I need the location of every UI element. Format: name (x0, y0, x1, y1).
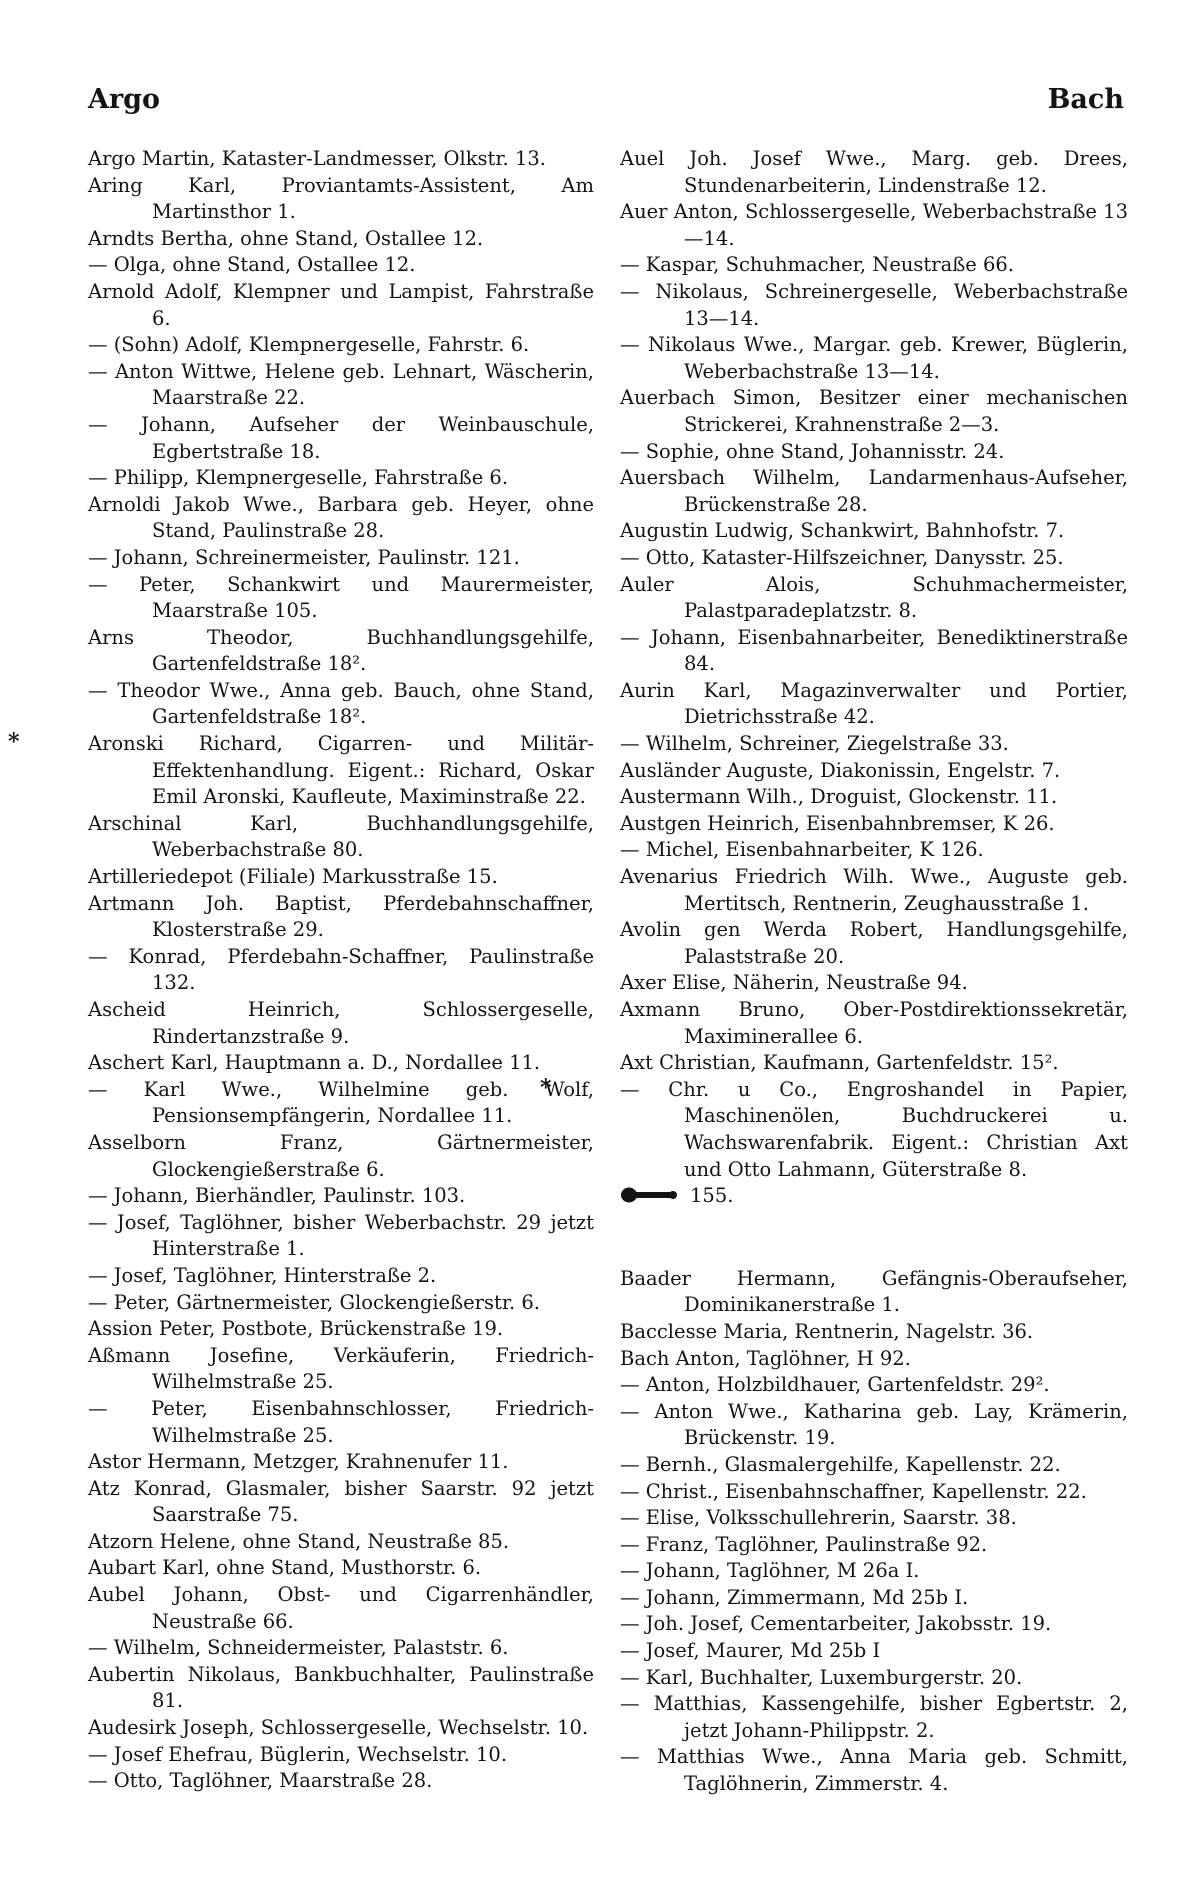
right-column-b-entries (620, 1266, 1128, 1798)
directory-entry: — Anton Wittwe, Helene geb. Lehnart, Wäscherin, Maarstraße 22. (88, 359, 594, 410)
directory-entry: * — Chr. u Co., Engroshandel in Papier, Maschinenölen, Buchdruckerei u. Wachswarenfabrik. Eigent.: Christian Axt und Otto Lahmann, Güterstraße 8. (620, 1077, 1128, 1183)
directory-entry: Astor Hermann, Metzger, Krahnenufer 11. (88, 1450, 509, 1474)
directory-entry: Arndts Bertha, ohne Stand, Ostallee 12. (88, 226, 484, 250)
directory-entry: Audesirk Joseph, Schlossergeselle, Wechselstr. 10. (88, 1716, 589, 1740)
directory-entry: — Otto, Taglöhner, Maarstraße 28. (88, 1769, 433, 1793)
directory-entry: Arnoldi Jakob Wwe., Barbara geb. Heyer, ohne Stand, Paulinstraße 28. (88, 492, 594, 543)
directory-entry: Auersbach Wilhelm, Landarmenhaus-Aufseher, Brückenstraße 28. (620, 466, 1128, 516)
directory-entry: — Konrad, Pferdebahn-Schaffner, Paulinstraße 132. (88, 944, 594, 995)
directory-entry: * Aronski Richard, Cigarren- und Militär-Effektenhandlung. Eigent.: Richard, Oskar Emil Aronski, Kaufleute, Maximinstraße 22. (88, 731, 594, 811)
directory-entry: — Josef Ehefrau, Büglerin, Wechselstr. 10. (88, 1742, 508, 1766)
directory-entry: — Wilhelm, Schneidermeister, Palaststr. 6. (88, 1636, 509, 1660)
directory-entry: — Joh. Josef, Cementarbeiter, Jakobsstr. 19. (620, 1612, 1052, 1636)
directory-entry: Axmann Bruno, Ober-Postdirektionssekretär, Maximinerallee 6. (620, 998, 1128, 1048)
directory-entry: Aubertin Nikolaus, Bankbuchhalter, Paulinstraße 81. (88, 1662, 594, 1713)
directory-entry: Arschinal Karl, Buchhandlungsgehilfe, Weberbachstraße 80. (88, 811, 594, 862)
directory-entry: Augustin Ludwig, Schankwirt, Bahnhofstr. 7. (620, 519, 1065, 543)
directory-entry: — Sophie, ohne Stand, Johannisstr. 24. (620, 439, 1005, 463)
directory-entry: Aschert Karl, Hauptmann a. D., Nordallee 11. (88, 1051, 541, 1075)
directory-entry: — Johann, Aufseher der Weinbauschule, Egbertstraße 18. (88, 412, 594, 463)
phone-entry (620, 1183, 1128, 1210)
directory-entry: — Theodor Wwe., Anna geb. Bauch, ohne Stand, Gartenfeldstraße 18². (88, 678, 594, 729)
section-gap (620, 1210, 1128, 1266)
directory-entry: — Michel, Eisenbahnarbeiter, K 126. (620, 838, 984, 862)
directory-entry: — Johann, Taglöhner, M 26a I. (620, 1559, 920, 1583)
directory-entry: — Karl Wwe., Wilhelmine geb. Wolf, Pensionsempfängerin, Nordallee 11. (88, 1077, 594, 1128)
directory-entry: Austgen Heinrich, Eisenbahnbremser, K 26. (620, 811, 1055, 835)
directory-entry: — Josef, Taglöhner, Hinterstraße 2. (88, 1263, 437, 1287)
directory-entry: — Anton Wwe., Katharina geb. Lay, Krämerin, Brückenstr. 19. (620, 1399, 1128, 1450)
directory-entry: — Bernh., Glasmalergehilfe, Kapellenstr. 22. (620, 1452, 1061, 1476)
directory-entry: — Nikolaus, Schreinergeselle, Weberbachstraße 13—14. (620, 279, 1128, 330)
directory-entry: Avolin gen Werda Robert, Handlungsgehilfe, Palaststraße 20. (620, 918, 1128, 968)
directory-entry: Aurin Karl, Magazinverwalter und Portier, Dietrichsstraße 42. (620, 678, 1128, 729)
directory-entry: Bach Anton, Taglöhner, H 92. (620, 1346, 911, 1370)
directory-entry: Axt Christian, Kaufmann, Gartenfeldstr. 15². (620, 1051, 1059, 1075)
directory-entry: Atz Konrad, Glasmaler, bisher Saarstr. 92 jetzt Saarstraße 75. (88, 1476, 594, 1527)
directory-entry: — Wilhelm, Schreiner, Ziegelstraße 33. (620, 732, 1009, 756)
right-column (620, 146, 1128, 1798)
running-head-left: Argo (88, 84, 161, 115)
directory-entry: — Peter, Eisenbahnschlosser, Friedrich-Wilhelmstraße 25. (88, 1396, 594, 1447)
directory-entry: Auer Anton, Schlossergeselle, Weberbachstraße 13—14. (620, 200, 1128, 250)
directory-entry: — Elise, Volksschullehrerin, Saarstr. 38. (620, 1506, 1017, 1530)
running-head-right: Bach (1047, 84, 1124, 115)
directory-entry: — Franz, Taglöhner, Paulinstraße 92. (620, 1532, 988, 1556)
directory-entry: Aubart Karl, ohne Stand, Musthorstr. 6. (88, 1556, 482, 1580)
directory-entry: — Johann, Eisenbahnarbeiter, Benediktinerstraße 84. (620, 625, 1128, 676)
directory-entry: Artilleriedepot (Filiale) Markusstraße 15. (88, 865, 498, 889)
directory-entry: — Nikolaus Wwe., Margar. geb. Krewer, Büglerin, Weberbachstraße 13—14. (620, 333, 1128, 383)
directory-entry: — Philipp, Klempnergeselle, Fahrstraße 6. (88, 466, 509, 490)
directory-entry: — Johann, Zimmermann, Md 25b I. (620, 1585, 969, 1609)
directory-entry: Aßmann Josefine, Verkäuferin, Friedrich-Wilhelmstraße 25. (88, 1343, 594, 1394)
directory-entry: Auerbach Simon, Besitzer einer mechanischen Strickerei, Krahnenstraße 2—3. (620, 386, 1128, 436)
directory-entry: Ausländer Auguste, Diakonissin, Engelstr. 7. (620, 758, 1061, 782)
directory-entry: Axer Elise, Näherin, Neustraße 94. (620, 971, 968, 995)
directory-entry: — Josef, Maurer, Md 25b I (620, 1639, 881, 1663)
directory-entry: — Christ., Eisenbahnschaffner, Kapellenstr. 22. (620, 1479, 1087, 1503)
directory-entry: — (Sohn) Adolf, Klempnergeselle, Fahrstr. 6. (88, 333, 530, 357)
directory-entry: Artmann Joh. Baptist, Pferdebahnschaffner, Klosterstraße 29. (88, 891, 594, 942)
directory-entry: — Matthias Wwe., Anna Maria geb. Schmitt, Taglöhnerin, Zimmerstr. 4. (620, 1745, 1128, 1796)
directory-entry: Avenarius Friedrich Wilh. Wwe., Auguste geb. Mertitsch, Rentnerin, Zeughausstraße 1. (620, 865, 1128, 915)
directory-entry: Atzorn Helene, ohne Stand, Neustraße 85. (88, 1529, 510, 1553)
directory-entry: — Kaspar, Schuhmacher, Neustraße 66. (620, 253, 1014, 277)
directory-entry: — Johann, Schreinermeister, Paulinstr. 121. (88, 545, 520, 569)
right-column-a-entries (620, 146, 1128, 1183)
directory-entry: Arns Theodor, Buchhandlungsgehilfe, Gartenfeldstraße 18². (88, 625, 594, 676)
directory-entry: Assion Peter, Postbote, Brückenstraße 19. (88, 1317, 504, 1341)
telephone-hand-icon (620, 1186, 678, 1204)
directory-entry: — Peter, Gärtnermeister, Glockengießerstr. 6. (88, 1290, 541, 1314)
directory-entry: — Johann, Bierhändler, Paulinstr. 103. (88, 1184, 466, 1208)
directory-entry: — Peter, Schankwirt und Maurermeister, Maarstraße 105. (88, 572, 594, 623)
directory-entry: Asselborn Franz, Gärtnermeister, Glockengießerstraße 6. (88, 1130, 594, 1181)
phone-number: 155. (690, 1184, 734, 1208)
directory-entry: — Anton, Holzbildhauer, Gartenfeldstr. 29². (620, 1373, 1050, 1397)
directory-entry: — Matthias, Kassengehilfe, bisher Egbertstr. 2, jetzt Johann-Philippstr. 2. (620, 1692, 1128, 1742)
directory-entry: Baader Hermann, Gefängnis-Oberaufseher, Dominikanerstraße 1. (620, 1266, 1128, 1317)
directory-entry: — Otto, Kataster-Hilfszeichner, Danysstr. 25. (620, 545, 1064, 569)
directory-entry: Austermann Wilh., Droguist, Glockenstr. 11. (620, 785, 1058, 809)
directory-entry: — Karl, Buchhalter, Luxemburgerstr. 20. (620, 1665, 1023, 1689)
directory-entry: Ascheid Heinrich, Schlossergeselle, Rindertanzstraße 9. (88, 998, 594, 1048)
directory-entry: Bacclesse Maria, Rentnerin, Nagelstr. 36. (620, 1319, 1034, 1343)
directory-entry: — Josef, Taglöhner, bisher Weberbachstr. 29 jetzt Hinterstraße 1. (88, 1210, 594, 1261)
directory-entry: Auler Alois, Schuhmachermeister, Palastparadeplatzstr. 8. (620, 572, 1128, 623)
directory-entry: Aubel Johann, Obst- und Cigarrenhändler, Neustraße 66. (88, 1583, 594, 1633)
directory-entry: Aring Karl, Proviantamts-Assistent, Am Martinsthor 1. (88, 173, 594, 224)
directory-entry: Argo Martin, Kataster-Landmesser, Olkstr. 13. (88, 147, 546, 170)
directory-entry: Auel Joh. Josef Wwe., Marg. geb. Drees, Stundenarbeiterin, Lindenstraße 12. (620, 147, 1128, 197)
left-column (88, 146, 594, 1795)
directory-entry: — Olga, ohne Stand, Ostallee 12. (88, 253, 416, 277)
directory-entry: Arnold Adolf, Klempner und Lampist, Fahrstraße 6. (88, 279, 594, 330)
